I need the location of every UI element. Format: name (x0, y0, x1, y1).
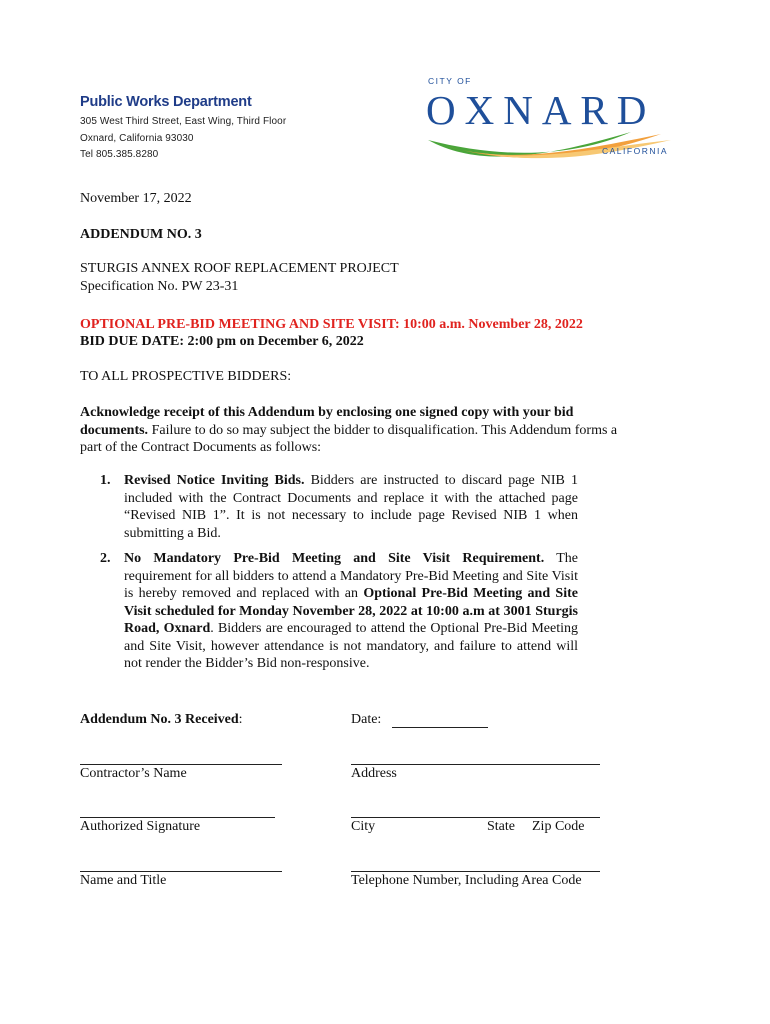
bid-due-date: BID DUE DATE: 2:00 pm on December 6, 2022 (80, 334, 364, 349)
date-field[interactable] (392, 727, 488, 728)
acknowledge-bold: Acknowledge receipt of this Addendum by enclosing one signed copy with your bid documents. (80, 405, 574, 438)
item-number: 2. (100, 551, 111, 566)
address-label: Address (351, 766, 397, 781)
letter-date: November 17, 2022 (80, 191, 192, 206)
project-title: STURGIS ANNEX ROOF REPLACEMENT PROJECT (80, 261, 399, 276)
contractor-name-label: Contractor’s Name (80, 766, 187, 781)
addendum-number: ADDENDUM NO. 3 (80, 227, 202, 242)
name-title-field[interactable] (80, 871, 282, 872)
city-label: City (351, 819, 376, 834)
city-of-oxnard-logo (420, 72, 680, 172)
addendum-items (100, 472, 578, 681)
received-label: Addendum No. 3 Received: (80, 712, 243, 727)
date-label: Date: (351, 712, 382, 727)
acknowledge-paragraph (80, 404, 630, 457)
acknowledge-rest: Failure to do so may subject the bidder to disqualification. This Addendum forms a part of the Contract Documents as follows: (80, 422, 618, 455)
department-phone: Tel 805.385.8280 (80, 149, 159, 160)
list-item (100, 550, 578, 673)
optional-meeting-notice: OPTIONAL PRE-BID MEETING AND SITE VISIT: 10:00 a.m. November 28, 2022 (80, 317, 583, 332)
logo-city-of: CITY OF (428, 76, 472, 86)
item-title: Revised Notice Inviting Bids. (124, 473, 305, 488)
specification-number: Specification No. PW 23-31 (80, 278, 239, 294)
list-item (100, 472, 578, 542)
logo-oxnard: OXNARD (426, 87, 656, 133)
department-title: Public Works Department (80, 94, 252, 110)
project-block (80, 260, 630, 295)
city-state-zip-field[interactable] (351, 817, 600, 818)
authorized-signature-field[interactable] (80, 817, 275, 818)
item-number: 1. (100, 473, 111, 488)
telephone-label: Telephone Number, Including Area Code (351, 873, 582, 888)
zip-label: Zip Code (532, 819, 585, 834)
item-title: No Mandatory Pre-Bid Meeting and Site Visit Requirement. (124, 551, 545, 566)
logo-california: CALIFORNIA (602, 146, 669, 156)
department-address-line2: Oxnard, California 93030 (80, 132, 194, 144)
address-field[interactable] (351, 764, 600, 765)
state-label: State (487, 819, 515, 834)
contractor-name-field[interactable] (80, 764, 282, 765)
authorized-signature-label: Authorized Signature (80, 819, 201, 834)
salutation: TO ALL PROSPECTIVE BIDDERS: (80, 369, 292, 384)
department-address-line1: 305 West Third Street, East Wing, Third Floor (80, 116, 287, 127)
item-text: Bidders are instructed to discard page NIB 1 included with the Contract Documents and replace it with the attached page “Revised NIB 1”. It is not necessary to include page Revised NIB 1 when submitting a Bid. (124, 473, 578, 541)
item-text-end: . Bidders are encouraged to attend the Optional Pre-Bid Meeting and Site Visit, however attendance is not mandatory, and failure to attend will not render the Bidder’s Bid non-responsive. (124, 621, 578, 671)
item-bold-text: Optional Pre-Bid Meeting and Site Visit scheduled for Monday November 28, 2022 at 10:00 a.m at 3001 Sturgis Road, Oxnard (124, 586, 578, 636)
telephone-field[interactable] (351, 871, 600, 872)
department-header (80, 94, 286, 164)
name-title-label: Name and Title (80, 873, 167, 888)
item-text: The requirement for all bidders to attend a Mandatory Pre-Bid Meeting and Site Visit is hereby removed and replaced with an (124, 551, 579, 601)
